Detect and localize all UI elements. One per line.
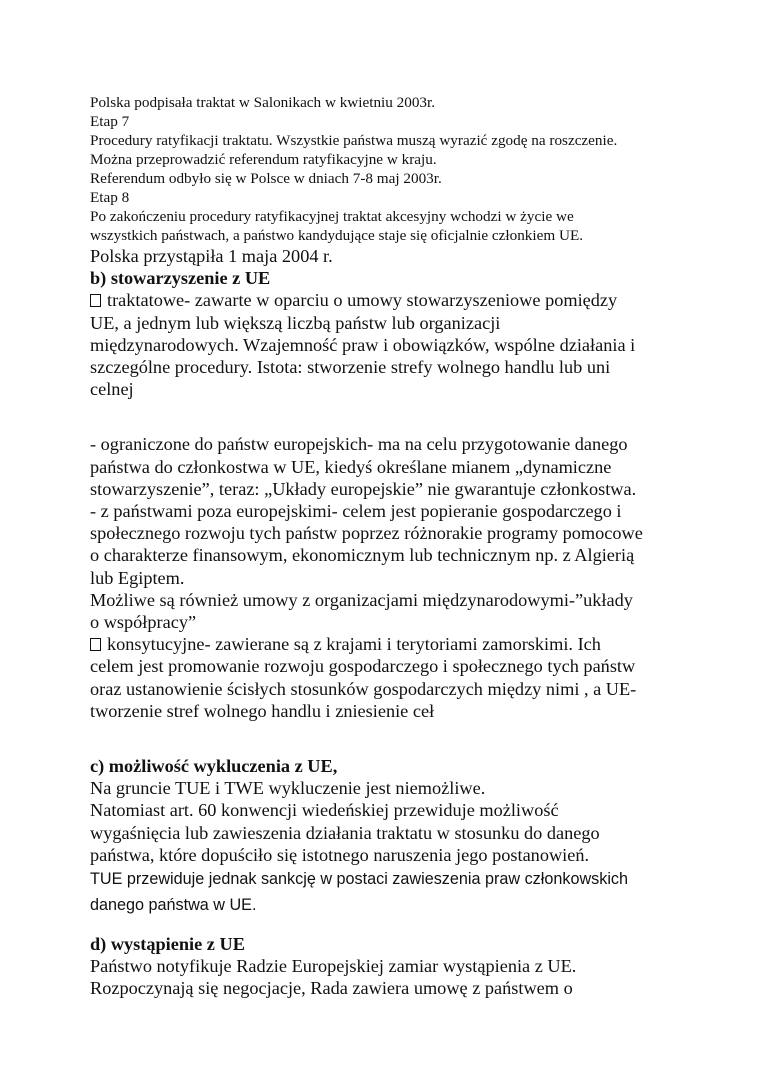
- section-d-heading: d) wystąpienie z UE: [90, 934, 245, 955]
- text-line: celnej: [90, 379, 134, 400]
- text-line: oraz ustanowienie ścisłych stosunków gospodarczych między nimi , a UE-: [90, 678, 637, 699]
- text-line: lub Egiptem.: [90, 567, 185, 588]
- text-line: Możliwe są również umowy z organizacjami międzynarodowymi-”układy: [90, 589, 633, 610]
- text-line: wygaśnięcia lub zawieszenia działania traktatu w stosunku do danego: [90, 822, 600, 843]
- text-line: państwa do członkostwa w UE, kiedyś określane mianem „dynamiczne: [90, 456, 612, 477]
- blank-line: [90, 400, 680, 433]
- text-line: Rozpoczynają się negocjacje, Rada zawiera umowę z państwem o: [90, 978, 573, 999]
- section-d: [90, 933, 680, 1000]
- bullet-line: [90, 289, 680, 311]
- blank-line: [90, 918, 680, 933]
- text-line: Polska podpisała traktat w Salonikach w kwietniu 2003r.: [90, 94, 436, 111]
- text-line: Natomiast art. 60 konwencji wiedeńskiej przewiduje możliwość: [90, 800, 559, 821]
- section-top: [90, 93, 680, 267]
- text-line: społecznego rozwoju tych państw poprzez różnorakie programy pomocowe: [90, 523, 643, 544]
- section-b: [90, 267, 680, 722]
- text-line: TUE przewiduje jednak sankcję w postaci zawieszenia praw członkowskich: [90, 870, 629, 889]
- checkbox-bullet-icon: [90, 294, 101, 307]
- text-line: o współpracy”: [90, 612, 197, 633]
- text-line: konsytucyjne- zawierane są z krajami i terytoriami zamorskimi. Ich: [107, 634, 601, 655]
- text-line: Na gruncie TUE i TWE wykluczenie jest niemożliwe.: [90, 778, 486, 799]
- text-line: danego państwa w UE.: [90, 896, 257, 915]
- accession-line: Polska przystąpiła 1 maja 2004 r.: [90, 246, 333, 266]
- checkbox-bullet-icon: [90, 638, 101, 651]
- text-line: tworzenie stref wolnego handlu i zniesienie ceł: [90, 700, 435, 721]
- text-line: Procedury ratyfikacji traktatu. Wszystkie państwa muszą wyrazić zgodę na roszczenie.: [90, 132, 618, 149]
- text-line: o charakterze finansowym, ekonomicznym lub technicznym np. z Algierią: [90, 545, 635, 566]
- section-b-heading: b) stowarzyszenie z UE: [90, 268, 271, 289]
- text-line: Etap 7: [90, 113, 130, 130]
- text-line: Etap 8: [90, 189, 130, 206]
- text-line: traktatowe- zawarte w oparciu o umowy stowarzyszeniowe pomiędzy: [107, 290, 618, 311]
- blank-line: [90, 722, 680, 755]
- text-line: szczególne procedury. Istota: stworzenie strefy wolnego handlu lub uni: [90, 357, 611, 378]
- text-line: Po zakończeniu procedury ratyfikacyjnej traktat akcesyjny wchodzi w życie we: [90, 208, 574, 225]
- text-line: Można przeprowadzić referendum ratyfikacyjne w kraju.: [90, 151, 437, 168]
- text-line: Państwo notyfikuje Radzie Europejskiej zamiar wystąpienia z UE.: [90, 956, 577, 977]
- text-line: celem jest promowanie rozwoju gospodarczego i społecznego tych państw: [90, 656, 636, 677]
- text-line: - z państwami poza europejskimi- celem jest popieranie gospodarczego i: [90, 501, 622, 522]
- text-line: Referendum odbyło się w Polsce w dniach 7-8 maj 2003r.: [90, 170, 442, 187]
- text-line: stowarzyszenie”, teraz: „Układy europejskie” nie gwarantuje członkostwa.: [90, 478, 637, 499]
- bullet-line: [90, 633, 680, 655]
- section-c-heading: c) możliwość wykluczenia z UE,: [90, 756, 338, 777]
- section-c: [90, 755, 680, 918]
- text-line: - ograniczone do państw europejskich- ma na celu przygotowanie danego: [90, 434, 628, 455]
- text-line: UE, a jednym lub większą liczbą państw lub organizacji: [90, 312, 501, 333]
- document-page: [90, 93, 680, 1000]
- text-line: wszystkich państwach, a państwo kandydujące staje się oficjalnie członkiem UE.: [90, 227, 584, 244]
- text-line: państwa, które dopuściło się istotnego naruszenia jego postanowień.: [90, 844, 590, 865]
- text-line: międzynarodowych. Wzajemność praw i obowiązków, wspólne działania i: [90, 334, 636, 355]
